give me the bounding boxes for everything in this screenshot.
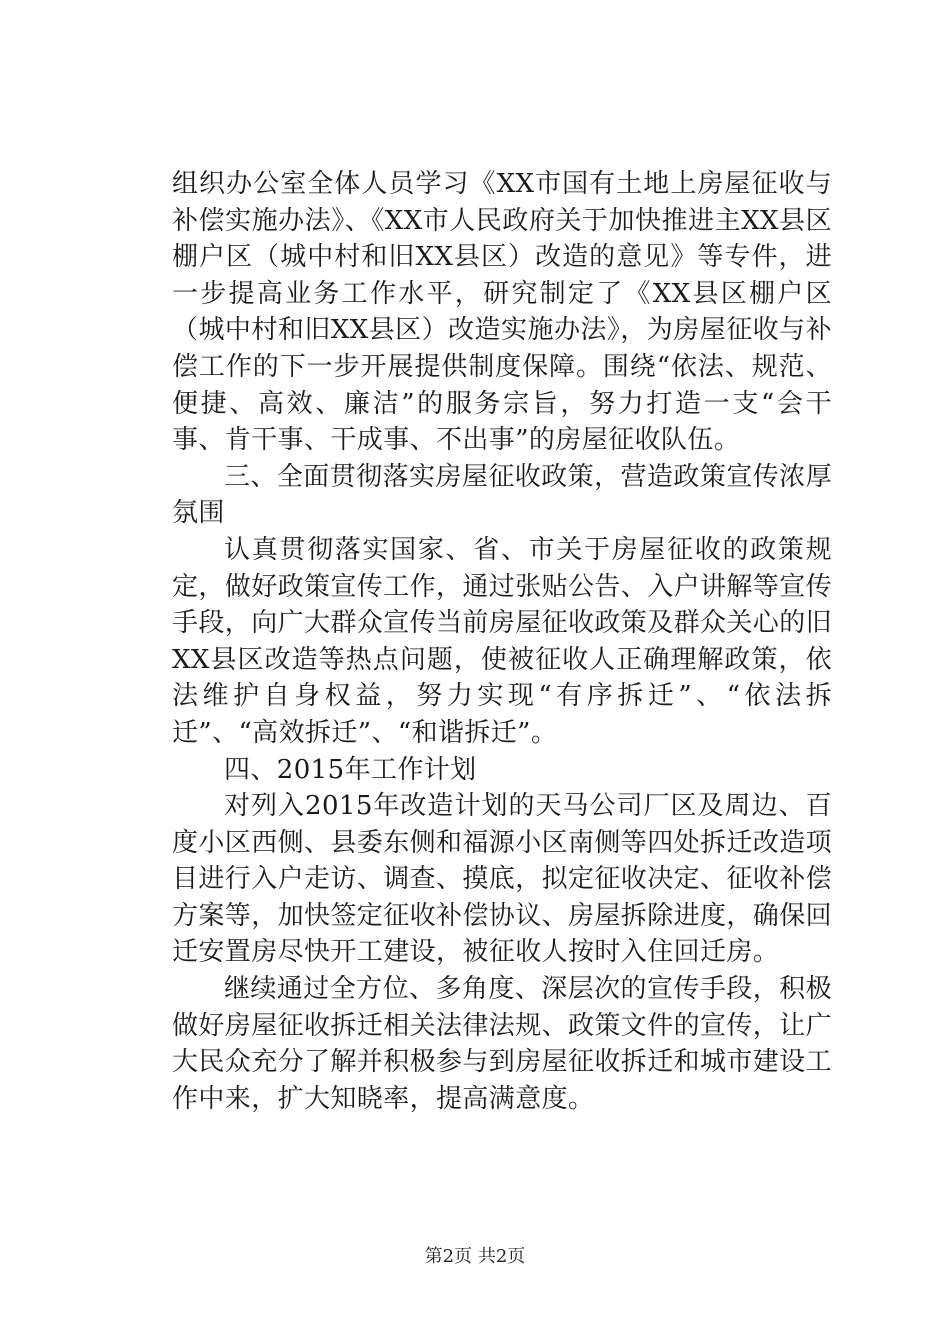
section-heading-3: 三、全面贯彻落实房屋征收政策，营造政策宣传浓厚氛围 bbox=[172, 461, 832, 529]
paragraph-plan: 对列入2015年改造计划的天马公司厂区及周边、百度小区西侧、县委东侧和福源小区南侧等四处拆迁改造项目进行入户走访、调查、摸底，拟定征收决定、征收补偿方案等，加快签定征收补偿协议、房屋拆除进度，确保回迁安置房尽快开工建设，被征收人按时入住回迁房。 bbox=[172, 791, 833, 968]
section-heading-4: 四、2015年工作计划 bbox=[224, 754, 477, 785]
paragraph-publicity: 继续通过全方位、多角度、深层次的宣传手段，积极做好房屋征收拆迁相关法律法规、政策文件的宣传，让广大民众充分了解并积极参与到房屋征收拆迁和城市建设工作中来，扩大知晓率，提高满意度。 bbox=[172, 974, 833, 1114]
document-body bbox=[172, 166, 832, 1117]
page-footer: 第2页 共2页 bbox=[424, 1246, 526, 1267]
paragraph-policy: 认真贯彻落实国家、省、市关于房屋征收的政策规定，做好政策宣传工作，通过张贴公告、入户讲解等宣传手段，向广大群众宣传当前房屋征收政策及群众关心的旧XX县区改造等热点问题，使被征收人正确理解政策，依法维护自身权益，努力实现“有序拆迁”、“依法拆迁”、“高效拆迁”、“和谐拆迁”。 bbox=[172, 534, 833, 748]
paragraph-continuation: 组织办公室全体人员学习《XX市国有土地上房屋征收与补偿实施办法》、《XX市人民政府关于加快推进主XX县区棚户区（城中村和旧XX县区）改造的意见》等专件，进一步提高业务工作水平，研究制定了《XX县区棚户区（城中村和旧XX县区）改造实施办法》，为房屋征收与补偿工作的下一步开展提供制度保障。围绕“依法、规范、便捷、高效、廉洁”的服务宗旨，努力打造一支“会干事、肯干事、干成事、不出事”的房屋征收队伍。 bbox=[172, 169, 832, 456]
